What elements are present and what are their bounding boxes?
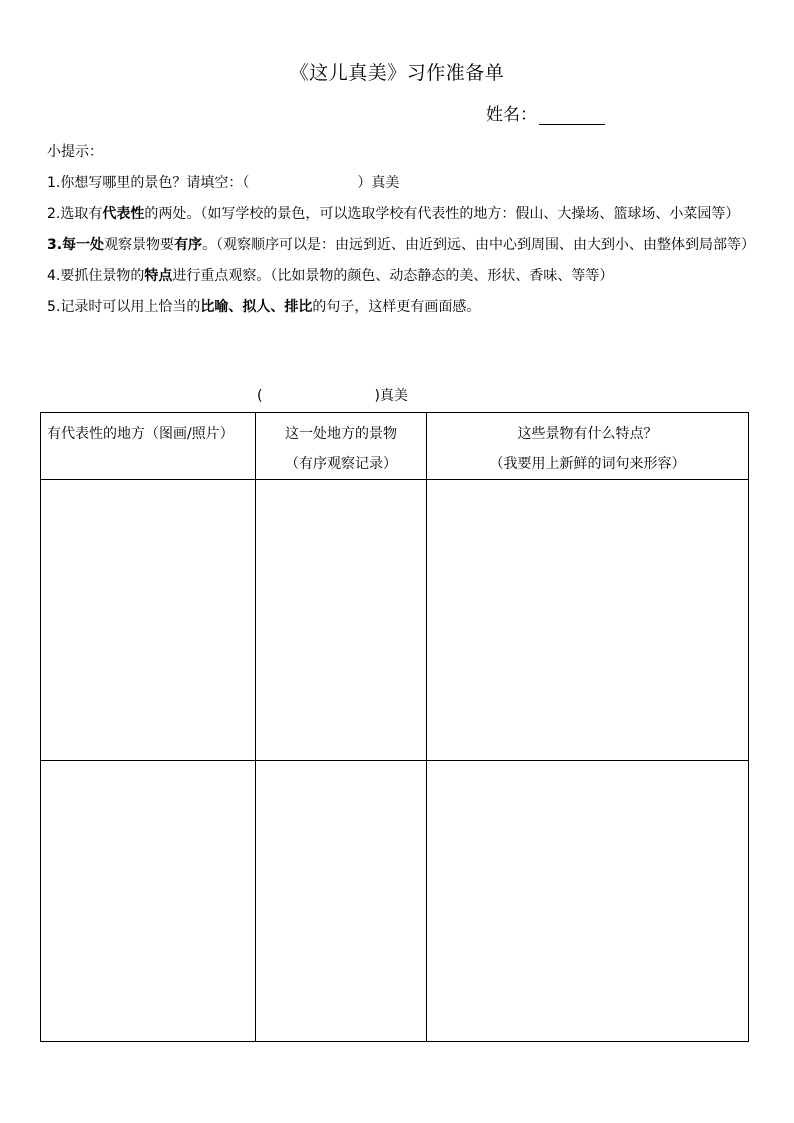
table-row	[41, 761, 749, 1042]
tip-2-prefix: 2.选取有	[47, 206, 103, 222]
tip-4-bold: 特点	[144, 268, 173, 284]
page-title: 《这儿真美》习作准备单	[289, 62, 505, 84]
tip-5-prefix: 5.记录时可以用上恰当的	[47, 299, 201, 315]
col1-header	[41, 413, 256, 480]
tip-4-prefix: 4.要抓住景物的	[47, 268, 145, 284]
tip-3-bold-1: 3.每一处	[47, 237, 105, 253]
table-heading-close: )真美	[374, 388, 408, 404]
name-blank-line[interactable]	[539, 106, 605, 125]
col1-header-text: 有代表性的地方（图画/照片）	[47, 426, 234, 442]
row2-scenery-cell[interactable]	[256, 761, 427, 1042]
row1-features-cell[interactable]	[427, 480, 749, 761]
tip-5-bold: 比喻、拟人、排比	[200, 299, 313, 315]
tip-5-rest: 的句子，这样更有画面感。	[312, 299, 481, 315]
row2-place-cell[interactable]	[41, 761, 256, 1042]
tips-section	[47, 137, 762, 323]
tip-3-rest: 。（观察顺序可以是：由远到近、由近到远、由中心到周围、由大到小、由整体到局部等）	[202, 237, 756, 253]
table-heading	[257, 385, 408, 405]
worksheet-table	[40, 412, 749, 1042]
tip-1-prefix: 1.你想写哪里的景色？请填空：（	[47, 175, 250, 191]
tip-1	[47, 168, 762, 199]
tip-4-rest: 进行重点观察。（比如景物的颜色、动态静态的美、形状、香味、等等）	[172, 268, 614, 284]
col3-header-line2: （我要用上新鲜的词句来形容）	[489, 456, 686, 472]
name-field-row	[486, 100, 605, 125]
tip-3-mid: 观察景物要	[104, 237, 175, 253]
tip-3	[47, 230, 762, 261]
table-header-row	[41, 413, 749, 480]
row1-place-cell[interactable]	[41, 480, 256, 761]
tip-2	[47, 199, 762, 230]
tip-2-bold: 代表性	[102, 206, 145, 222]
col3-header-line1: 这些景物有什么特点？	[517, 426, 658, 442]
row1-scenery-cell[interactable]	[256, 480, 427, 761]
row2-features-cell[interactable]	[427, 761, 749, 1042]
tip-5	[47, 292, 762, 323]
table-heading-open: (	[257, 388, 263, 404]
tip-1-suffix: ）真美	[357, 175, 400, 191]
table-row	[41, 480, 749, 761]
tip-3-bold-2: 有序	[174, 237, 203, 253]
tip-4	[47, 261, 762, 292]
col2-header-line1: 这一处地方的景物	[285, 426, 397, 442]
tips-heading: 小提示：	[47, 144, 103, 160]
col2-header	[256, 413, 427, 480]
tip-2-rest: 的两处。（如写学校的景色，可以选取学校有代表性的地方：假山、大操场、篮球场、小菜园等）	[144, 206, 740, 222]
name-label: 姓名：	[486, 105, 537, 125]
col3-header	[427, 413, 749, 480]
col2-header-line2: （有序观察记录）	[285, 456, 397, 472]
